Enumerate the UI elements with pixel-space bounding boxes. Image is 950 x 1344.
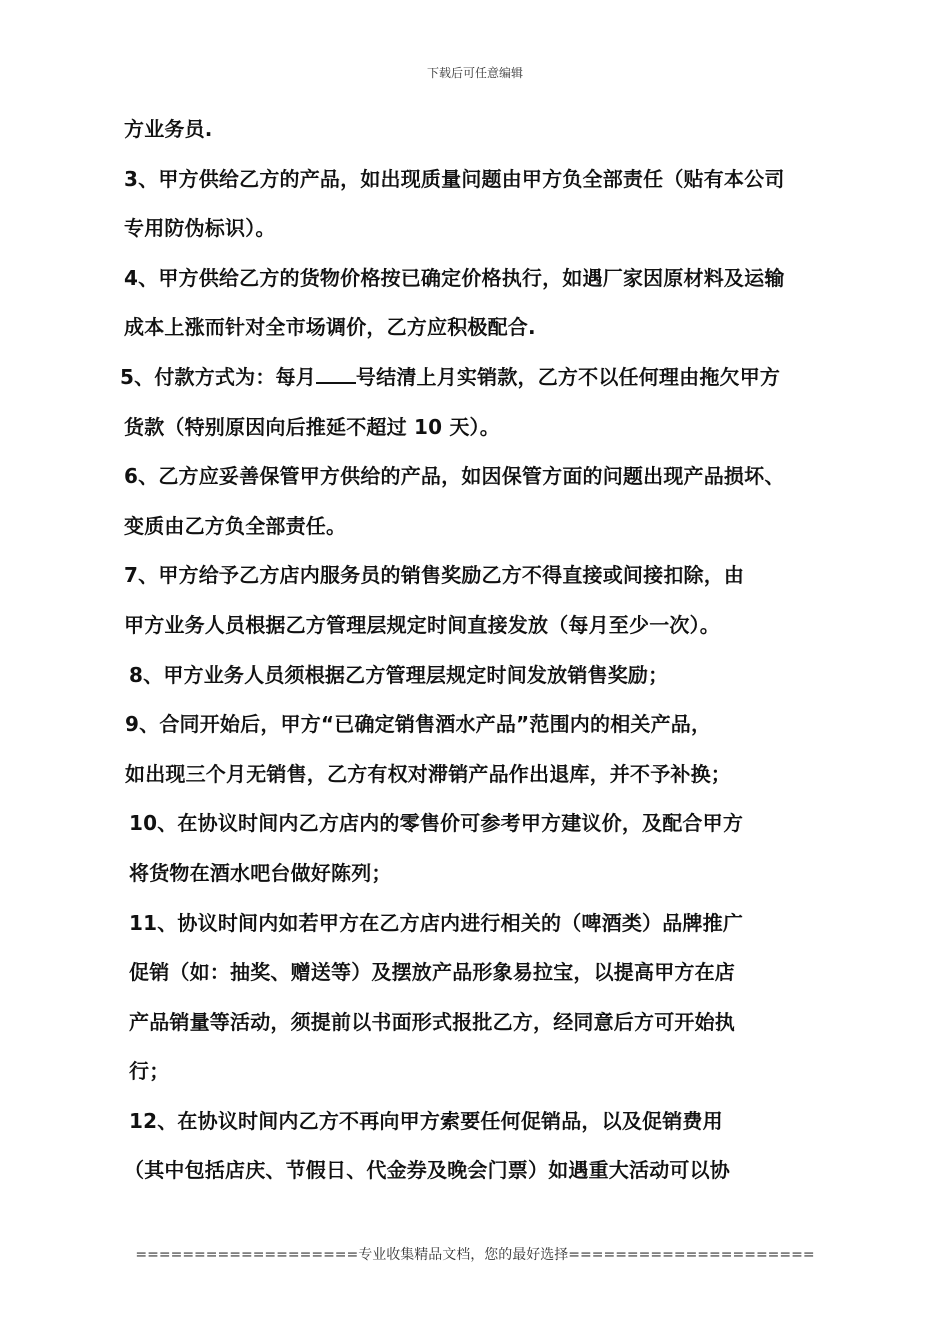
text-line: 将货物在酒水吧台做好陈列；: [129, 860, 392, 885]
text-line: 行；: [129, 1059, 170, 1084]
clause-5-part-1: 5、付款方式为：每月: [120, 364, 316, 389]
text-line: 成本上涨而针对全市场调价，乙方应积极配合.: [124, 315, 536, 340]
payment-day-blank: [316, 364, 356, 384]
clause-12: 12、在协议时间内乙方不再向甲方索要任何促销品，以及促销费用: [129, 1108, 723, 1133]
text-line: （其中包括店庆、节假日、代金券及晚会门票）如遇重大活动可以协: [124, 1158, 730, 1183]
text-line: 专用防伪标识）。: [124, 216, 276, 241]
clause-7: 7、甲方给予乙方店内服务员的销售奖励乙方不得直接或间接扣除，由: [124, 563, 745, 588]
clause-10: 10、在协议时间内乙方店内的零售价可参考甲方建议价，及配合甲方: [129, 811, 744, 836]
text-line: 如出现三个月无销售，乙方有权对滞销产品作出退库，并不予补换；: [125, 761, 731, 786]
text-line: 方业务员.: [124, 117, 213, 141]
text-line: 甲方业务人员根据乙方管理层规定时间直接发放（每月至少一次）。: [124, 612, 720, 637]
clause-4: 4、甲方供给乙方的货物价格按已确定价格执行，如遇厂家因原材料及运输: [124, 265, 785, 290]
clause-11: 11、协议时间内如若甲方在乙方店内进行相关的（啤酒类）品牌推广: [129, 910, 744, 935]
clause-5: [120, 353, 864, 403]
clause-5-part-2: 号结清上月实销款，乙方不以任何理由拖欠甲方: [355, 364, 781, 389]
text-line: 产品销量等活动，须提前以书面形式报批乙方，经同意后方可开始执: [129, 1009, 735, 1034]
clause-9: 9、合同开始后，甲方“已确定销售酒水产品”范围内的相关产品，: [125, 712, 712, 737]
text-line: 变质由乙方负全部责任。: [124, 513, 347, 538]
clause-8: 8、甲方业务人员须根据乙方管理层规定时间发放销售奖励；: [129, 662, 669, 687]
text-line: 促销（如：抽奖、赠送等）及摆放产品形象易拉宝，以提高甲方在店: [129, 960, 735, 985]
clause-6: 6、乙方应妥善保管甲方供给的产品，如因保管方面的问题出现产品损坏、: [124, 464, 785, 489]
clause-3: 3、甲方供给乙方的产品，如出现质量问题由甲方负全部责任（贴有本公司: [124, 166, 785, 191]
text-line: 货款（特别原因向后推延不超过 10 天）。: [124, 414, 500, 439]
page-header: 下载后可任意编辑: [426, 66, 523, 80]
page-footer: ===================专业收集精品文档，您的最好选择=====================: [135, 1247, 815, 1263]
document-body: [120, 105, 864, 1196]
